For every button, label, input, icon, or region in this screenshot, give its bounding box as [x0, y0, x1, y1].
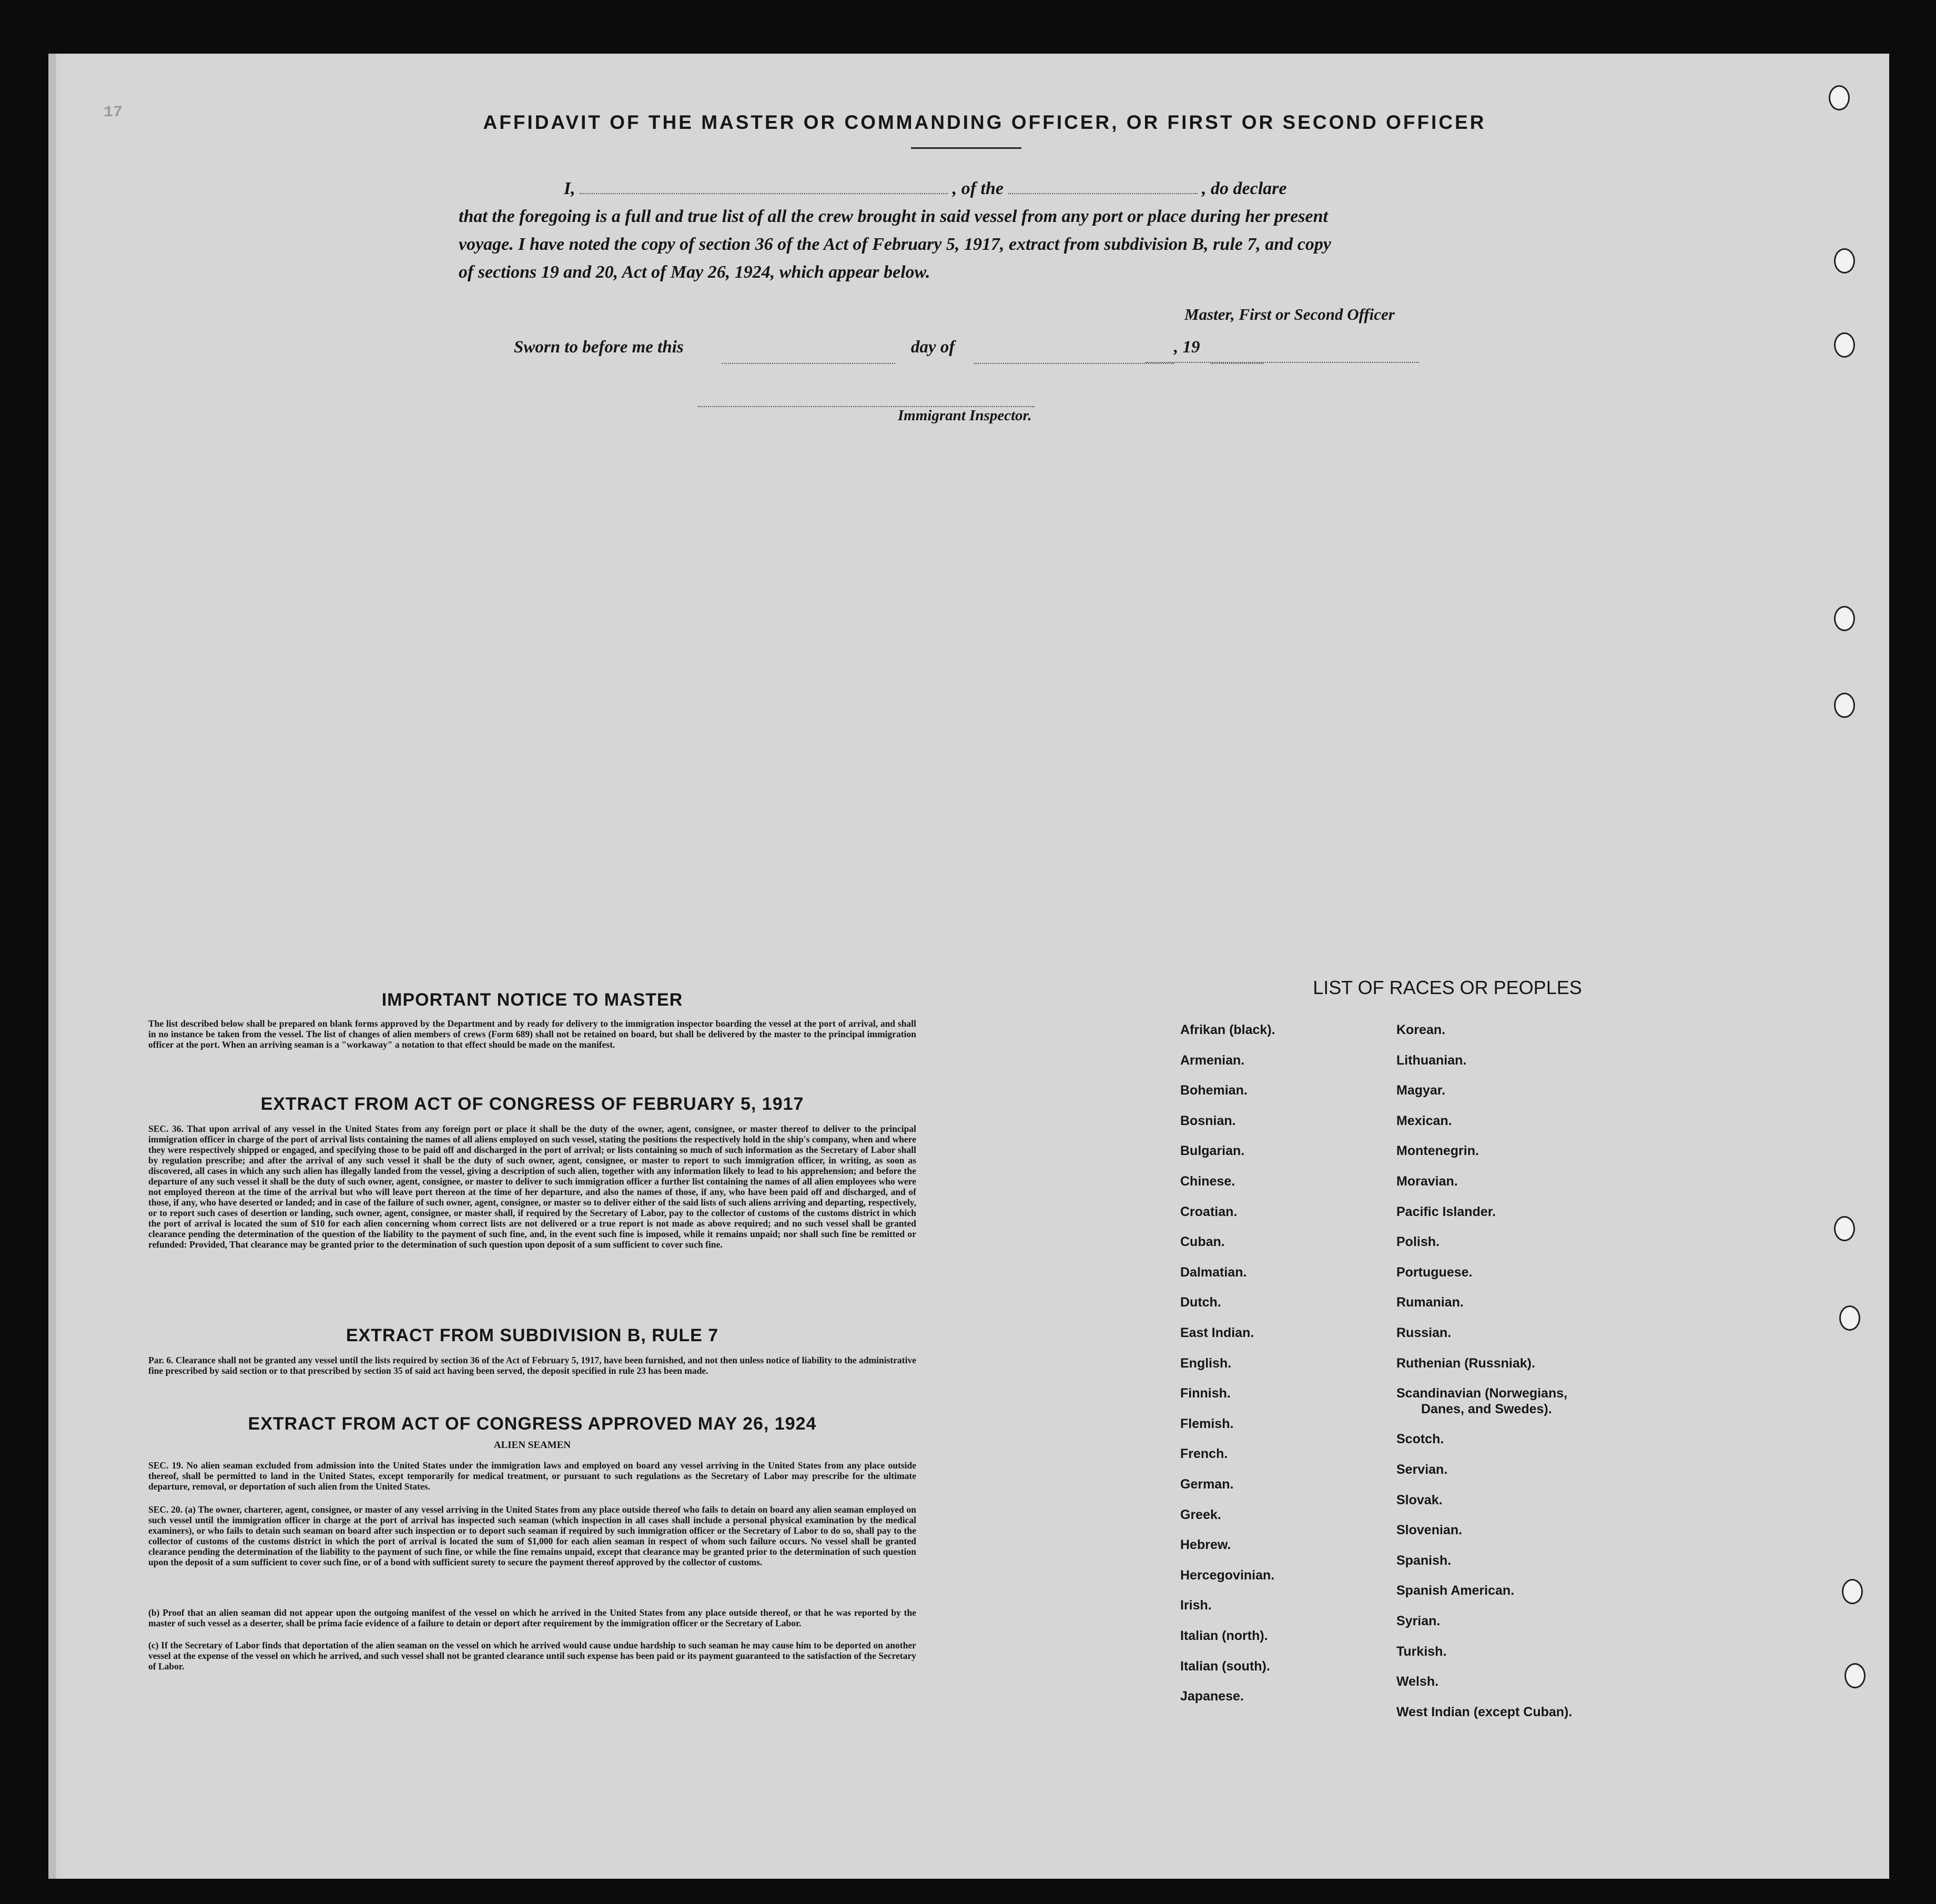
- sworn-month-blank[interactable]: [974, 347, 1174, 364]
- inspector-signature-blank[interactable]: [698, 390, 1035, 407]
- race-item: Pacific Islander.: [1396, 1204, 1496, 1219]
- binding-edge: [48, 54, 56, 1879]
- race-item: Bulgarian.: [1180, 1143, 1245, 1159]
- sec-19-body: SEC. 19. No alien seaman excluded from admission into the United States under the immigration laws and employed on board any vessel arriving in the United States from any place outside thereof, shall be permitted to land in the United States, except temporarily for medical treatment, or pursuant to such regulations as the Secretary of Labor may prescribe for the ultimate departure, removal, or deportation of such alien from the United States.: [148, 1460, 916, 1492]
- race-item: Servian.: [1396, 1462, 1448, 1477]
- race-item: French.: [1180, 1446, 1228, 1462]
- race-item: Turkish.: [1396, 1644, 1447, 1659]
- race-item: Rumanian.: [1396, 1295, 1464, 1310]
- vessel-blank[interactable]: [1008, 177, 1198, 194]
- punch-hole: [1834, 693, 1855, 718]
- race-item: English.: [1180, 1355, 1232, 1371]
- document-page: [48, 54, 1889, 1879]
- name-blank[interactable]: [580, 177, 948, 194]
- race-item: Croatian.: [1180, 1204, 1238, 1219]
- race-item: Montenegrin.: [1396, 1143, 1479, 1159]
- affidavit-i: I,: [564, 179, 575, 198]
- affidavit-body: [459, 175, 1511, 286]
- race-item: Hebrew.: [1180, 1537, 1231, 1553]
- race-item: Scotch.: [1396, 1432, 1444, 1447]
- punch-hole: [1839, 1305, 1860, 1331]
- race-item: Finnish.: [1180, 1386, 1231, 1401]
- race-item: Bosnian.: [1180, 1113, 1236, 1128]
- inspector-label: Immigrant Inspector.: [898, 407, 1032, 424]
- affidavit-line-2: that the foregoing is a full and true list of all the crew brought in said vessel from any port or place during her present: [459, 207, 1328, 226]
- race-item: Korean.: [1396, 1022, 1446, 1037]
- race-item: Cuban.: [1180, 1234, 1225, 1250]
- races-heading: LIST OF RACES OR PEOPLES: [1313, 977, 1582, 998]
- title-rule: [911, 147, 1021, 149]
- race-item: Afrikan (black).: [1180, 1022, 1275, 1037]
- affidavit-declare: , do declare: [1202, 179, 1287, 198]
- extract-1924-heading: EXTRACT FROM ACT OF CONGRESS APPROVED MAY 26, 1924: [248, 1414, 817, 1434]
- affidavit-title: AFFIDAVIT OF THE MASTER OR COMMANDING OFFICER, OR FIRST OR SECOND OFFICER: [483, 112, 1486, 133]
- extract-1924-subheading: ALIEN SEAMEN: [493, 1440, 571, 1451]
- race-item: Spanish American.: [1396, 1583, 1515, 1598]
- race-item: Ruthenian (Russniak).: [1396, 1355, 1535, 1371]
- affidavit-of-the: , of the: [952, 179, 1004, 198]
- race-item: Russian.: [1396, 1325, 1452, 1340]
- race-item: Irish.: [1180, 1598, 1212, 1613]
- race-item: Mexican.: [1396, 1113, 1452, 1128]
- race-item: Italian (north).: [1180, 1628, 1268, 1643]
- sec-20b-body: (b) Proof that an alien seaman did not appear upon the outgoing manifest of the vessel on which he arrived in the United States from any place outside thereof, or that he was reported by the master of such vessel as a deserter, shall be prima facie evidence of a failure to detain or deport after requirement by the immigration officer or the Secretary of Labor.: [148, 1607, 916, 1628]
- sworn-label: Sworn to before me this: [514, 338, 684, 357]
- sec-20a-body: SEC. 20. (a) The owner, charterer, agent, consignee, or master of any vessel arriving in the United States from any place outside thereof who fails to detain on board any alien seaman employed on such vessel until the immigration officer in charge at the port of arrival has inspected such seaman (which inspection in all cases shall include a personal physical examination by the medical examiners), or who fails to detain such seaman on board after such inspection or to deport such seaman if required by such immigration officer or the Secretary of Labor to do so, shall pay to the collector of customs of the customs district in which the port of arrival is located the sum of $1,000 for each alien seaman in respect of whom such failure occurs. No vessel shall be granted clearance pending the determination of the liability to the payment of such fine, or while the fine remains unpaid, except that clearance may be granted prior to the determination of such question upon the deposit of a sum sufficient to cover such fine, or of a bond with sufficient surety to secure the payment thereof approved by the collector of customs.: [148, 1504, 916, 1567]
- punch-hole: [1834, 606, 1855, 631]
- race-item: Danes, and Swedes).: [1421, 1401, 1552, 1416]
- race-item: Italian (south).: [1180, 1658, 1270, 1674]
- race-item: Spanish.: [1396, 1553, 1452, 1568]
- punch-hole: [1844, 1663, 1866, 1688]
- subdivision-b-body: Par. 6. Clearance shall not be granted any vessel until the lists required by section 36 of the Act of February 5, 1917, have been furnished, and not then unless notice of liability to the administrative fine prescribed by said section or to that prescribed by section 35 of said act having been served, the deposit specified in rule 23 has been made.: [148, 1355, 916, 1376]
- punch-hole: [1834, 332, 1855, 358]
- race-item: Lithuanian.: [1396, 1052, 1467, 1068]
- sworn-year-blank[interactable]: [1211, 347, 1263, 364]
- race-item: German.: [1180, 1477, 1234, 1492]
- race-item: East Indian.: [1180, 1325, 1254, 1340]
- race-item: Dutch.: [1180, 1295, 1221, 1310]
- race-item: Armenian.: [1180, 1052, 1245, 1068]
- race-item: Polish.: [1396, 1234, 1440, 1250]
- punch-hole: [1834, 248, 1855, 274]
- race-item: Greek.: [1180, 1507, 1221, 1522]
- punch-hole: [1842, 1579, 1863, 1604]
- punch-hole: [1829, 85, 1850, 110]
- sec-20c-body: (c) If the Secretary of Labor finds that deportation of the alien seaman on the vessel on which he arrived would cause undue hardship to such seaman he may cause him to be deported on another vessel at the expense of the vessel on which he arrived, and such vessel shall not be granted clearance until such expense has been paid or its payment guaranteed to the satisfaction of the Secretary of Labor.: [148, 1640, 916, 1672]
- race-item: Magyar.: [1396, 1083, 1446, 1098]
- sworn-day-blank[interactable]: [722, 347, 895, 364]
- race-item: West Indian (except Cuban).: [1396, 1704, 1573, 1719]
- extract-1917-body: SEC. 36. That upon arrival of any vessel in the United States from any foreign port or place it shall be the duty of the owner, agent, consignee, or master thereof to deliver to the principal immigration officer in charge of the port of arrival lists containing the names of all aliens employed on such vessel, stating the positions the respectively hold in the ship's company, when and where they were respectively shipped or engaged, and specifying those to be paid off and discharged in the port of arrival; or lists containing so much of such information as the Secretary of Labor shall by regulation prescribe; and after the arrival of any such vessel it shall be the duty of such owner, agent, consignee, or master to report to such immigration officer, in writing, as soon as discovered, all cases in which any such alien has illegally landed from the vessel, giving a description of such alien, together with any information likely to lead to his apprehension; and before the departure of any such vessel it shall be the duty of such owner, agent, consignee, or master to deliver to such immigration officer a further list containing the names of all alien employees who were not employed thereon at the time of the arrival but who will leave port thereon at the time of her departure, and also the names of those, if any, who have been paid off and discharged, and of those, if any, who have deserted or landed; and in case of the failure of such owner, agent, consignee, or master so to deliver either of the said lists of such aliens arriving and departing, respectively, or to report such cases of desertion or landing, such owner, agent, consignee, or master shall, if required by the Secretary of Labor, pay to the collector of customs of the customs district in which the port of arrival is located the sum of $10 for each alien concerning whom correct lists are not delivered or a true report is not made as above required; and no such vessel shall be granted clearance pending the determination of the question of the liability to the payment of such fine, and, in the event such fine is imposed, while it remains unpaid; nor shall such fine be remitted or refunded: Provided, That clearance may be granted prior to the determination of such question upon deposit of a sum sufficient to cover such fine.: [148, 1123, 916, 1250]
- race-item: Chinese.: [1180, 1174, 1235, 1189]
- race-item: Portuguese.: [1396, 1264, 1473, 1280]
- race-item: Hercegovinian.: [1180, 1567, 1275, 1583]
- race-item: Slovak.: [1396, 1492, 1443, 1507]
- race-item: Syrian.: [1396, 1614, 1441, 1628]
- race-item: Moravian.: [1396, 1174, 1458, 1189]
- affidavit-line-3: voyage. I have noted the copy of section 36 of the Act of February 5, 1917, extract from subdivision B, rule 7, and copy: [459, 235, 1331, 254]
- race-item: Scandinavian (Norwegians,: [1396, 1386, 1568, 1401]
- day-of-label: day of: [911, 338, 955, 357]
- affidavit-line-4: of sections 19 and 20, Act of May 26, 1924, which appear below.: [459, 262, 930, 282]
- punch-hole: [1834, 1216, 1855, 1241]
- notice-body: The list described below shall be prepared on blank forms approved by the Department and by ready for delivery to the immigration inspector boarding the vessel at the port of arrival, and shall in no instance be taken from the vessel. The list of changes of alien members of crews (Form 689) shall not be retained on board, but shall be delivered by the master to the principal immigration officer at the port. When an arriving seaman is a "workaway" a notation to that effect should be made on the manifest.: [148, 1018, 916, 1050]
- subdivision-b-heading: EXTRACT FROM SUBDIVISION B, RULE 7: [346, 1325, 719, 1345]
- race-item: Japanese.: [1180, 1689, 1244, 1704]
- bleed-corner-number: 17: [104, 104, 123, 121]
- race-item: Dalmatian.: [1180, 1264, 1247, 1280]
- officer-label: Master, First or Second Officer: [1184, 305, 1395, 323]
- race-item: Welsh.: [1396, 1674, 1439, 1689]
- extract-1917-heading: EXTRACT FROM ACT OF CONGRESS OF FEBRUARY 5, 1917: [260, 1094, 804, 1114]
- race-item: Slovenian.: [1396, 1523, 1463, 1538]
- race-item: Bohemian.: [1180, 1083, 1248, 1098]
- year-label: , 19: [1174, 338, 1200, 357]
- notice-heading: IMPORTANT NOTICE TO MASTER: [381, 990, 683, 1010]
- race-item: Flemish.: [1180, 1416, 1234, 1431]
